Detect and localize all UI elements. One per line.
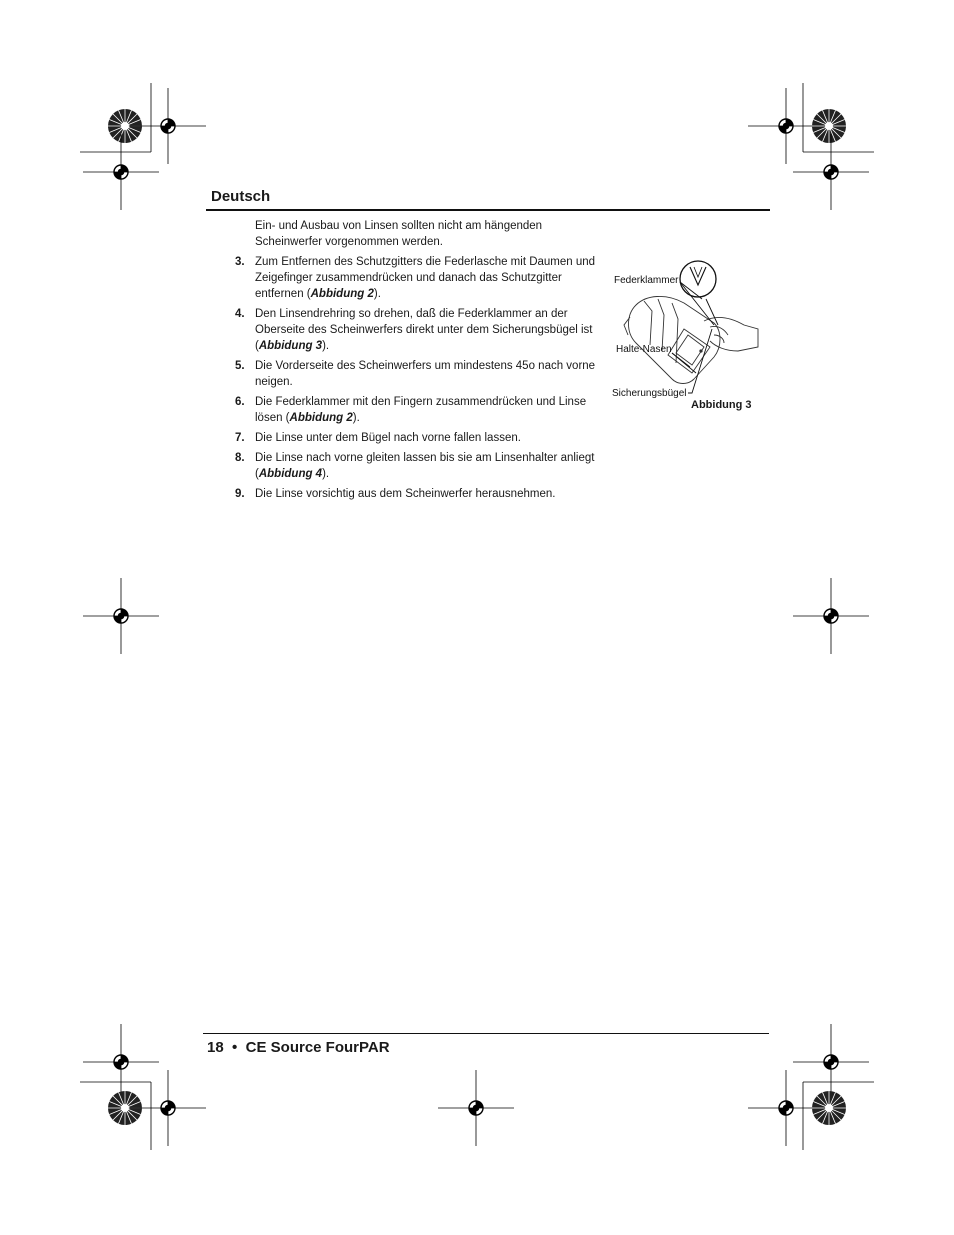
- step-number: 3.: [235, 256, 245, 269]
- header-rule: [206, 209, 770, 211]
- step-number: 4.: [235, 307, 245, 320]
- step-text: [255, 395, 600, 427]
- step-number: 9.: [235, 488, 245, 501]
- step-body: Die Linse nach vorne gleiten lassen bis sie am Linsenhalter anliegt (: [255, 452, 595, 481]
- step-body: Den Linsendrehring so drehen, daß die Federklammer an der Oberseite des Scheinwerfers direkt unter dem Sicherungsbügel ist (: [255, 307, 593, 352]
- step-tail: ).: [373, 287, 381, 300]
- step-text: [255, 451, 600, 483]
- step-text: [255, 487, 600, 503]
- figure-reference: Abbidung 2: [289, 411, 353, 424]
- page-number: 18: [207, 1039, 224, 1056]
- list-item: [230, 431, 600, 447]
- figure-reference: Abbidung 3: [258, 339, 323, 352]
- intro-text: Ein- und Ausbau von Linsen sollten nicht am hängenden Scheinwerfer vorgenommen werden.: [255, 220, 543, 248]
- page-footer: [207, 1039, 390, 1056]
- label-federklammer: Federklammer: [614, 275, 679, 286]
- footer-rule: [203, 1033, 769, 1034]
- list-item: [230, 395, 600, 427]
- step-body: Die Federklammer mit den Fingern zusammendrücken und Linse lösen (: [255, 395, 587, 424]
- instructions: [230, 219, 600, 508]
- list-item: [230, 255, 600, 302]
- step-tail: ).: [322, 339, 330, 352]
- step-body: Zum Entfernen des Schutzgitters die Federlasche mit Daumen und Zeigefinger zusammendrücken und danach das Schutzgitter entfernen (: [255, 256, 596, 300]
- step-text: [255, 307, 600, 354]
- step-tail: ).: [352, 411, 360, 424]
- step-body: Die Linse vorsichtig aus dem Scheinwerfer herausnehmen.: [255, 488, 556, 501]
- figure-caption: Abbidung 3: [691, 399, 752, 411]
- step-text: [255, 255, 600, 302]
- step-body: Die Linse unter dem Bügel nach vorne fallen lassen.: [255, 432, 521, 445]
- list-item: [230, 451, 600, 483]
- list-item: [230, 487, 600, 503]
- footer-title: CE Source FourPAR: [245, 1039, 390, 1056]
- list-item: [230, 359, 600, 391]
- figure-reference: Abbidung 4: [258, 468, 323, 481]
- step-number: 6.: [235, 395, 245, 408]
- figure-abbidung-3: [606, 255, 766, 420]
- label-sicherungsbuegel: Sicherungsbügel: [612, 388, 687, 399]
- figure-reference: Abbidung 2: [310, 287, 374, 300]
- section-title: Deutsch: [211, 188, 271, 205]
- step-text: [255, 431, 600, 447]
- step-number: 7.: [235, 432, 245, 445]
- label-halte-nasen: Halte-Nasen: [616, 344, 672, 355]
- step-number: 5.: [235, 359, 245, 372]
- footer-separator: •: [232, 1039, 238, 1056]
- step-text: [255, 359, 600, 391]
- step-tail: ).: [322, 468, 330, 481]
- step-number: 8.: [235, 452, 245, 465]
- step-body: Die Vorderseite des Scheinwerfers um mindestens 45o nach vorne neigen.: [255, 359, 596, 388]
- list-item: [230, 307, 600, 354]
